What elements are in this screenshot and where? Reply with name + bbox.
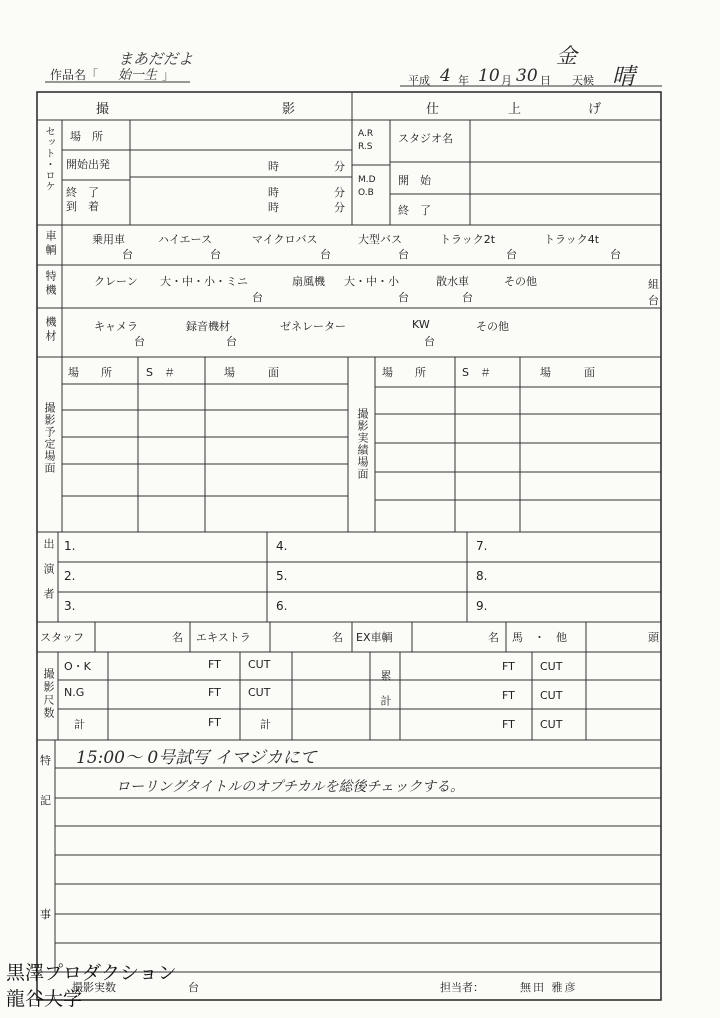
place-label: 場 所: [70, 130, 103, 143]
arrive-min-unit: 分: [334, 201, 345, 214]
finish-title-2: 上: [508, 102, 522, 117]
start-hour-unit: 時: [268, 160, 279, 173]
ex-vehicle-unit: 名: [488, 631, 499, 644]
special-water: 散水車: [436, 275, 469, 288]
vehicle-unit-3: 台: [320, 248, 331, 261]
equipment-unit-2: 台: [226, 335, 237, 348]
special-unit-2: 台: [398, 291, 409, 304]
vehicle-unit-2: 台: [210, 248, 221, 261]
end-hour-unit: 時: [268, 186, 279, 199]
title-label: 作品名「: [50, 68, 99, 82]
md-ob-label: M.D O.B: [358, 175, 376, 198]
end-label: 終 了: [66, 186, 99, 199]
cum-ft-1: FT: [502, 660, 515, 673]
footage-label: 撮影尺数: [42, 668, 55, 720]
cast-num-1: 1.: [64, 539, 76, 553]
footage-ok: O・K: [64, 660, 91, 673]
footage-ng: N.G: [64, 686, 85, 699]
ok-ft: FT: [208, 658, 221, 671]
date-year: 4: [440, 66, 451, 86]
extra-label: エキストラ: [196, 631, 251, 644]
cum-cut-3: CUT: [540, 718, 563, 731]
special-fan-sizes: 大・中・小: [344, 275, 399, 288]
actual-col-place: 場 所: [382, 366, 426, 379]
special-unit-1: 台: [252, 291, 263, 304]
ok-cut: CUT: [248, 658, 271, 671]
notes-line-1: 15:00～ 0号試写 イマジカにて: [76, 748, 317, 768]
finish-end-label: 終 了: [398, 204, 431, 217]
special-unit-4: 台: [648, 294, 659, 307]
weather-label: 天候: [572, 74, 594, 87]
notes-line-2: ローリングタイトルのオプチカルを総後チェックする。: [116, 779, 465, 795]
cast-num-5: 5.: [276, 569, 288, 583]
equipment-label: 機材: [44, 316, 57, 344]
handwritten-title: まあだだよ: [118, 50, 194, 68]
special-crane: クレーン: [94, 275, 138, 288]
planned-col-place: 場 所: [68, 366, 112, 379]
vehicle-hiace: ハイエース: [158, 233, 213, 246]
extra-unit: 名: [332, 631, 343, 644]
cast-num-3: 3.: [64, 599, 76, 613]
cast-num-6: 6.: [276, 599, 288, 613]
special-unit-3: 台: [462, 291, 473, 304]
person-label: 担当者：: [440, 981, 484, 994]
equipment-unit-3: 台: [424, 335, 435, 348]
ng-ft: FT: [208, 686, 221, 699]
finish-title-1: 仕: [426, 102, 440, 117]
person-name: 無田 雅彦: [520, 981, 578, 994]
planned-col-scene: 場 面: [224, 366, 279, 379]
total-ft: FT: [208, 716, 221, 729]
date-year-unit: 年: [458, 74, 469, 87]
studio-label: スタジオ名: [398, 132, 453, 145]
shooting-title-2: 影: [282, 102, 296, 117]
special-crane-sizes: 大・中・小・ミニ: [160, 275, 248, 288]
vehicle-bus: 大型バス: [358, 233, 402, 246]
footage-total: 計: [74, 718, 85, 731]
weather-value: 晴: [612, 64, 635, 90]
arrive-label: 到 着: [66, 200, 99, 213]
planned-scenes-label: 撮影予定場面: [43, 402, 56, 474]
footer-count-unit: 台: [188, 981, 199, 994]
horse-unit: 頭: [648, 631, 659, 644]
staff-unit: 名: [172, 631, 183, 644]
cast-num-8: 8.: [476, 569, 488, 583]
special-set-unit: 組: [648, 278, 659, 291]
actual-col-scene: 場 面: [540, 366, 595, 379]
special-label: 特機: [44, 270, 57, 298]
ng-cut: CUT: [248, 686, 271, 699]
set-loca-label: セット・ロケ: [43, 126, 54, 192]
start-depart-label: 開始出発: [66, 158, 110, 171]
cast-num-9: 9.: [476, 599, 488, 613]
special-fan: 扇風機: [292, 275, 325, 288]
vehicle-sedan: 乗用車: [92, 233, 125, 246]
cast-num-2: 2.: [64, 569, 76, 583]
equipment-unit-1: 台: [134, 335, 145, 348]
watermark-line-2: 龍谷大学: [6, 988, 83, 1010]
cast-num-7: 7.: [476, 539, 488, 553]
date-era-label: 平成: [408, 74, 430, 87]
cum-cut-2: CUT: [540, 689, 563, 702]
notes-label-2: 記: [40, 794, 51, 807]
end-min-unit: 分: [334, 186, 345, 199]
date-month: 10: [478, 66, 500, 86]
start-min-unit: 分: [334, 160, 345, 173]
equipment-sound: 録音機材: [186, 320, 230, 333]
vehicle-truck-4t: トラック4t: [544, 233, 600, 246]
total-cut: 計: [260, 718, 271, 731]
date-day-unit: 日: [540, 74, 551, 87]
ar-rs-label: A.R R.S: [358, 129, 374, 152]
vehicle-unit-4: 台: [398, 248, 409, 261]
vehicle-unit-1: 台: [122, 248, 133, 261]
finish-title-3: げ: [588, 102, 602, 117]
staff-label: スタッフ: [40, 631, 84, 644]
cast-label: 出演者: [42, 538, 55, 613]
date-day: 30: [516, 66, 538, 86]
date-month-unit: 月: [501, 74, 512, 87]
vehicle-unit-6: 台: [610, 248, 621, 261]
cumulative-label: 累計: [379, 670, 392, 720]
notes-label-3: 事: [40, 908, 51, 921]
equipment-generator: ゼネレーター: [280, 320, 346, 333]
cast-num-4: 4.: [276, 539, 288, 553]
finish-start-label: 開 始: [398, 174, 431, 187]
horse-label: 馬 ・ 他: [512, 631, 567, 644]
vehicle-microbus: マイクロバス: [252, 233, 318, 246]
weekday-value: 金: [556, 44, 577, 68]
shooting-title-1: 撮: [96, 102, 110, 117]
footer-count-label: 撮影実数: [72, 981, 116, 994]
special-other: その他: [504, 275, 537, 288]
planned-col-s: S ＃: [146, 366, 175, 379]
ex-vehicle-label: EX車輌: [356, 631, 393, 644]
cum-ft-2: FT: [502, 689, 515, 702]
watermark-line-1: 黒澤プロダクション: [6, 962, 177, 984]
vehicle-unit-5: 台: [506, 248, 517, 261]
actual-scenes-label: 撮影実績場面: [356, 408, 369, 480]
cum-ft-3: FT: [502, 718, 515, 731]
title-value: 始一生: [118, 68, 158, 83]
title-close: 」: [162, 68, 175, 82]
cum-cut-1: CUT: [540, 660, 563, 673]
notes-label-1: 特: [40, 754, 51, 767]
equipment-kw: KW: [412, 318, 430, 331]
vehicle-truck-2t: トラック2t: [440, 233, 496, 246]
arrive-hour-unit: 時: [268, 201, 279, 214]
actual-col-s: S ＃: [462, 366, 491, 379]
equipment-other: その他: [476, 320, 509, 333]
vehicles-label: 車輌: [44, 230, 57, 258]
equipment-camera: キャメラ: [94, 320, 138, 333]
